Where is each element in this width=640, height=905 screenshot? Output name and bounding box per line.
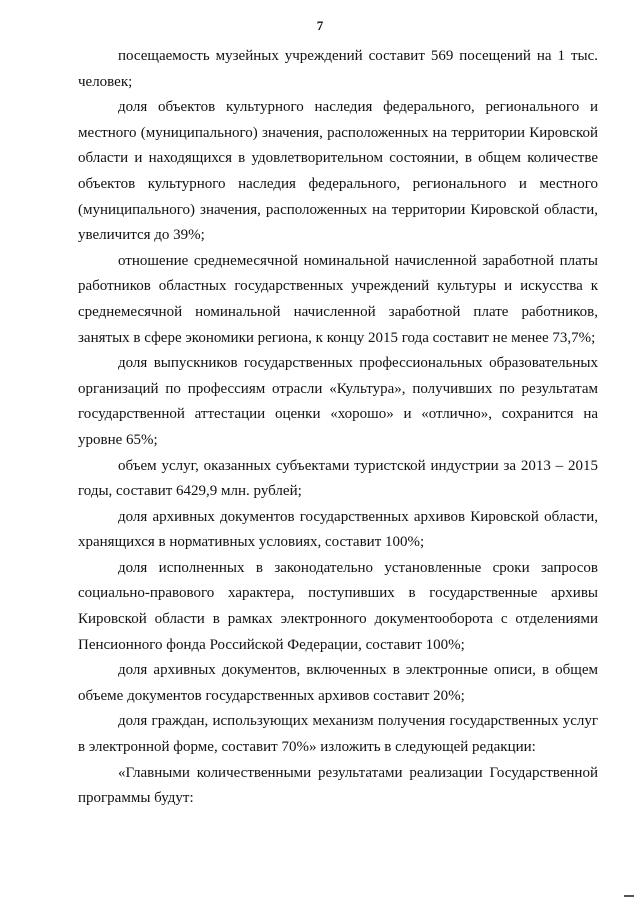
paragraph-graduates: доля выпускников государственных профессиональных образовательных организаций по профессиям отрасли «Культура», получивших по результатам государственной аттестации оценки «хорошо» и «отлично», сохранится на уровне 65%; xyxy=(78,355,598,448)
scan-artifact xyxy=(624,895,634,897)
paragraph-main-results: «Главными количественными результатами реализации Государственной программы будут: xyxy=(78,764,598,807)
paragraph-archive-storage: доля архивных документов государственных архивов Кировской области, хранящихся в нормативных условиях, составит 100%; xyxy=(78,508,598,551)
paragraph-museum-attendance: посещаемость музейных учреждений составит 569 посещений на 1 тыс. человек; xyxy=(78,48,598,90)
paragraph-archive-requests: доля исполненных в законодательно установленные сроки запросов социально-правового характера, поступивших в государственные архивы Кировской области в рамках электронного документооборота с отделениями Пенсионного фонда Российской Федерации, составит 100%; xyxy=(78,559,598,653)
paragraph-tourism-services: объем услуг, оказанных субъектами туристской индустрии за 2013 – 2015 годы, составит 6429,9 млн. рублей; xyxy=(78,457,598,500)
page-number: 7 xyxy=(316,18,324,33)
paragraph-salary-ratio: отношение среднемесячной номинальной начисленной заработной платы работников областных государственных учреждений культуры и искусства к среднемесячной номинальной начисленной заработной плате работников, занятых в сфере экономики региона, к концу 2015 года составит не менее 73,7%; xyxy=(78,252,598,346)
document-body xyxy=(78,44,598,812)
paragraph-heritage-objects: доля объектов культурного наследия федерального, регионального и местного (муниципального) значения, расположенных на территории Кировской области и находящихся в удовлетворительном состоянии, в общем количестве объектов культурного наследия федерального, регионального и местного (муниципального) значения, расположенных на территории Кировской области, увеличится до 39%; xyxy=(78,99,598,244)
paragraph-electronic-inventories: доля архивных документов, включенных в электронные описи, в общем объеме документов государственных архивов составит 20%; xyxy=(78,662,598,704)
paragraph-electronic-services: доля граждан, использующих механизм получения государственных услуг в электронной форме, составит 70%» изложить в следующей редакции: xyxy=(78,713,598,756)
